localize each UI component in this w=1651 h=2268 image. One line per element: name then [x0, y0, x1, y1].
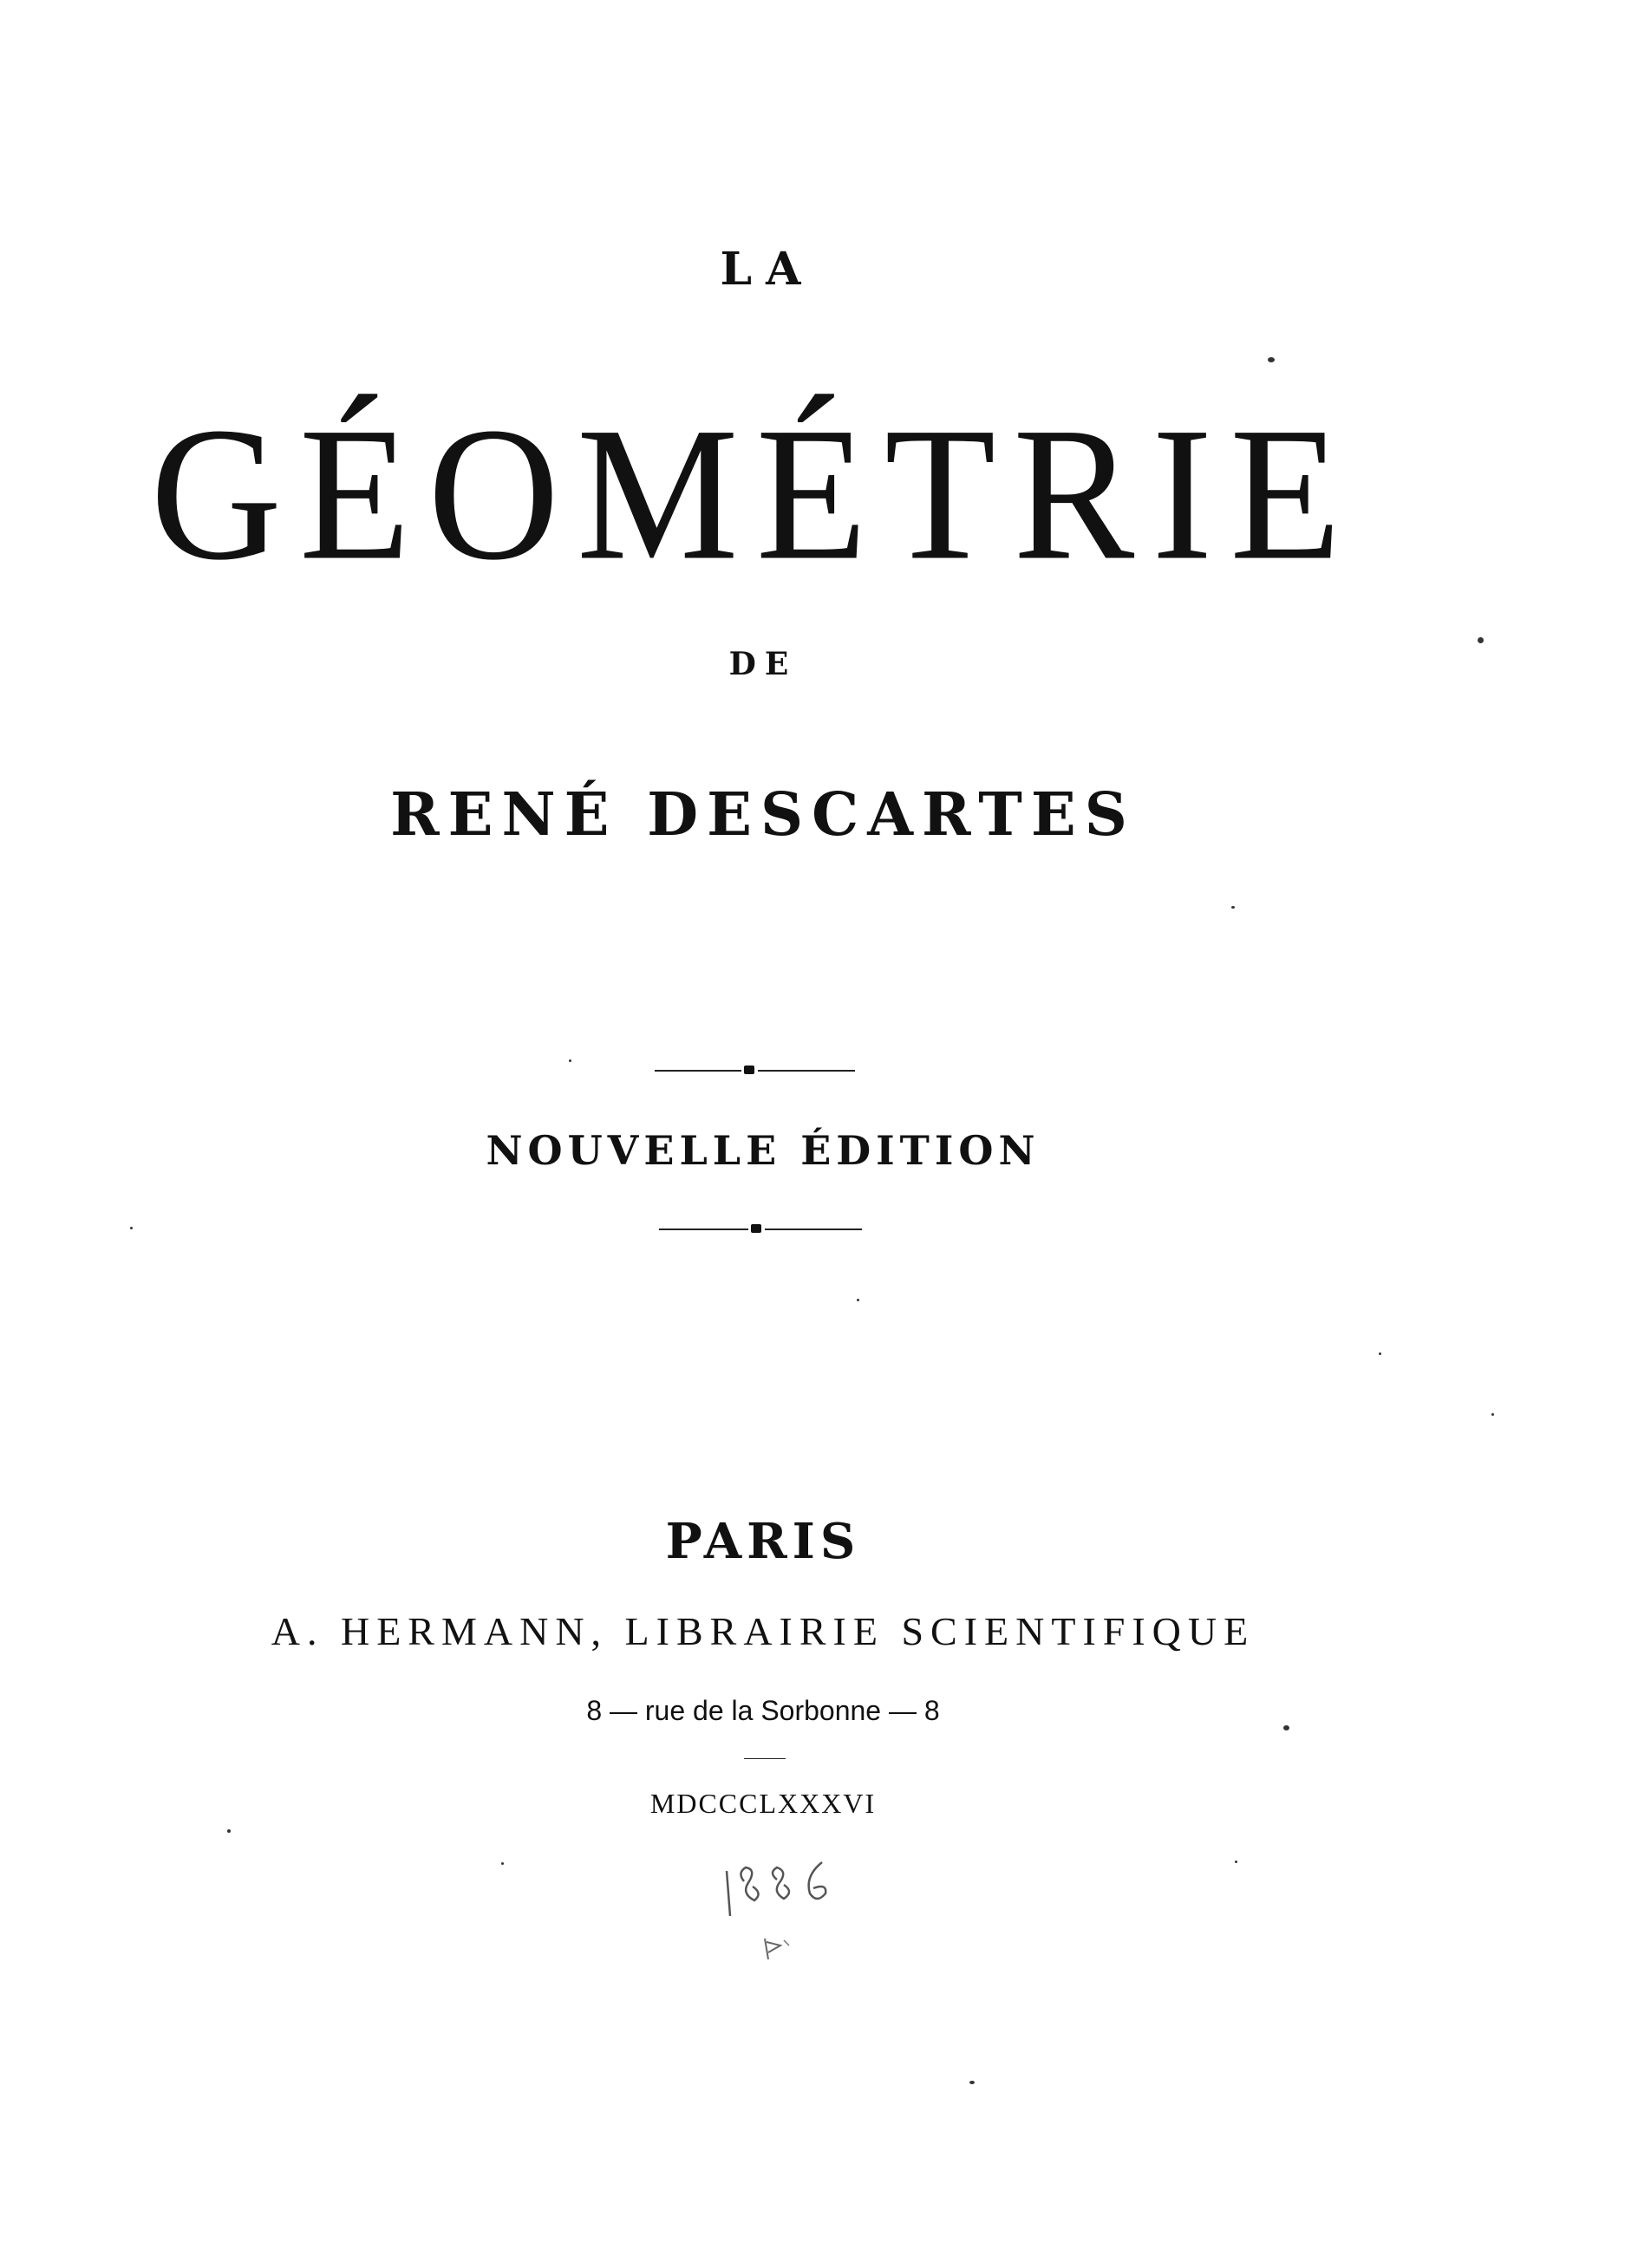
publisher-name: A. HERMANN, LIBRAIRIE SCIENTIFIQUE [271, 1609, 1256, 1653]
publisher-address: 8 — rue de la Sorbonne — 8 [586, 1695, 940, 1726]
handwritten-year-note [720, 1855, 850, 1968]
scan-speck [569, 1059, 571, 1062]
publication-year-roman: MDCCCLXXXVI [649, 1788, 877, 1819]
scan-speck [130, 1227, 133, 1229]
ornament-rule-top-left [655, 1070, 741, 1072]
ornament-rule-bottom-left [659, 1228, 748, 1230]
short-divider [744, 1758, 786, 1759]
scan-speck [1235, 1861, 1237, 1863]
ornament-dot-bottom [751, 1224, 761, 1233]
title-preposition: DE [728, 646, 798, 682]
title-article: LA [720, 243, 815, 296]
scan-speck [1491, 1413, 1494, 1416]
scan-speck [1379, 1352, 1381, 1355]
publication-city: PARIS [665, 1513, 861, 1570]
scan-speck [501, 1862, 504, 1865]
ornament-dot-top [744, 1066, 754, 1074]
scan-speck [1268, 357, 1275, 362]
scan-speck [227, 1829, 231, 1833]
scan-speck [969, 2081, 975, 2084]
scan-speck [1478, 637, 1484, 643]
book-title: GÉOMÉTRIE [150, 388, 1359, 600]
scan-speck [857, 1299, 859, 1301]
scan-speck [1231, 906, 1235, 909]
ornament-rule-top-right [758, 1070, 855, 1072]
ornament-rule-bottom-right [765, 1228, 862, 1230]
author-name: RENÉ DESCARTES [390, 780, 1136, 850]
edition-label: NOUVELLE ÉDITION [486, 1127, 1041, 1174]
scan-speck [1283, 1725, 1289, 1730]
